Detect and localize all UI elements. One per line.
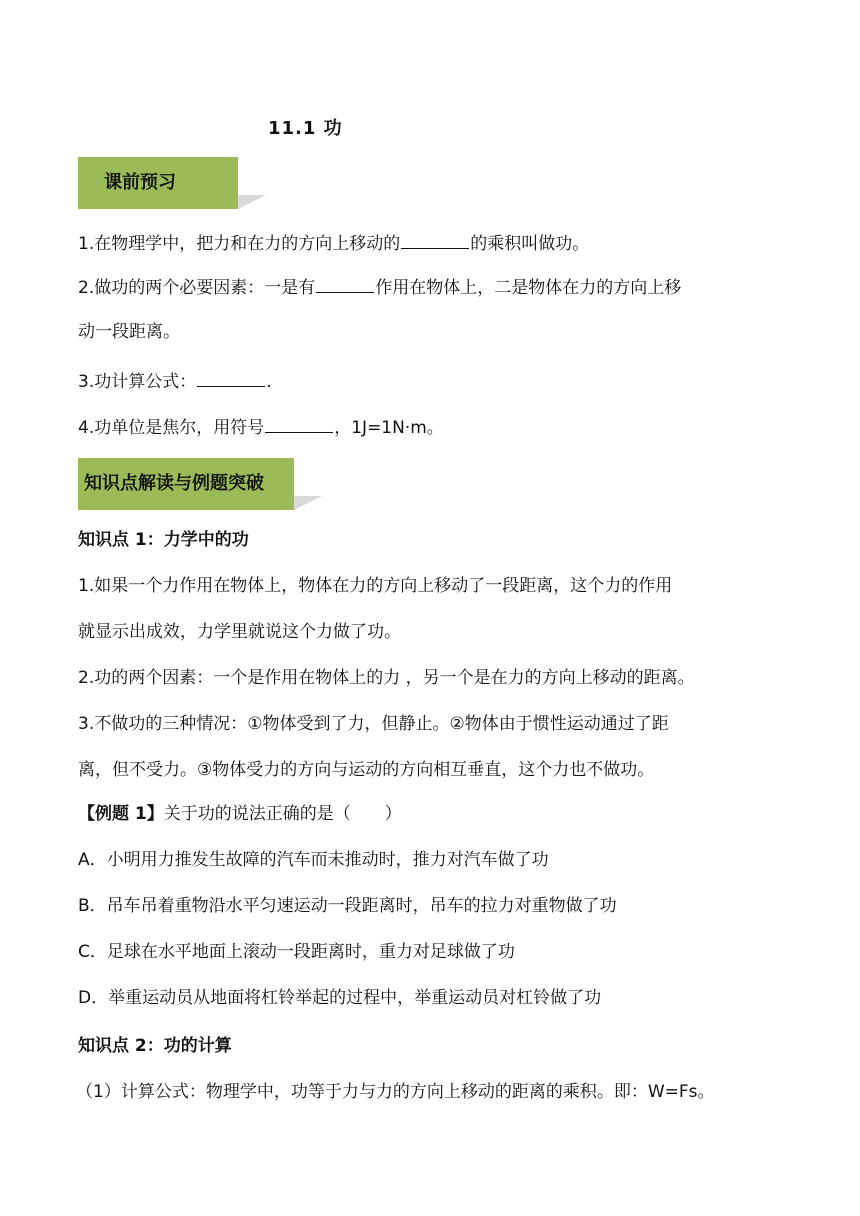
kp1-paragraph-1-line-1: 1.如果一个力作用在物体上，物体在力的方向上移动了一段距离，这个力的作用 — [78, 576, 673, 596]
kp1-paragraph-1-line-2: 就显示出成效，力学里就说这个力做了功。 — [78, 622, 401, 642]
question-text: 作用在物体上，二是物体在力的方向上移 — [375, 278, 682, 298]
kp2-paragraph-1: （1）计算公式：物理学中，功等于力与力的方向上移动的距离的乘积。即：W=Fs。 — [76, 1082, 715, 1102]
question-text: 的乘积叫做功。 — [470, 234, 590, 254]
kp1-paragraph-3-line-2: 离，但不受力。③物体受力的方向与运动的方向相互垂直，这个力也不做功。 — [78, 760, 655, 780]
example-option-c: C．足球在水平地面上滚动一段距离时，重力对足球做了功 — [78, 942, 515, 962]
section-header-preview — [78, 157, 264, 209]
question-text: 2.做功的两个必要因素：一是有 — [78, 278, 316, 298]
preview-question-1 — [78, 230, 589, 256]
example-option-b: B．吊车吊着重物沿水平匀速运动一段距离时，吊车的拉力对重物做了功 — [78, 896, 617, 916]
section-header-knowledge — [78, 458, 322, 510]
section-header-shadow — [238, 157, 268, 209]
question-text: 3.功计算公式： — [78, 372, 197, 392]
preview-question-3 — [78, 368, 272, 394]
kp1-heading: 知识点 1：力学中的功 — [78, 530, 249, 550]
answer-blank — [401, 230, 469, 249]
kp1-paragraph-2: 2.功的两个因素：一个是作用在物体上的力 ，另一个是在力的方向上移动的距离。 — [78, 668, 695, 688]
example-option-d: D．举重运动员从地面将杠铃举起的过程中，举重运动员对杠铃做了功 — [78, 988, 602, 1008]
preview-question-4 — [78, 414, 444, 440]
page-title: 11.1 功 — [268, 118, 343, 139]
example-tag: 【例题 1】 — [78, 804, 164, 824]
preview-question-2 — [78, 274, 681, 300]
question-text: 4.功单位是焦尔，用符号 — [78, 418, 265, 438]
question-text: 1.在物理学中，把力和在力的方向上移动的 — [78, 234, 401, 254]
example-question: 关于功的说法正确的是（ ） — [163, 804, 402, 824]
section-label-knowledge: 知识点解读与例题突破 — [84, 473, 264, 494]
answer-blank — [265, 414, 333, 433]
preview-question-2-cont: 动一段距离。 — [78, 322, 180, 342]
example-1 — [78, 802, 402, 826]
kp2-heading: 知识点 2：功的计算 — [78, 1036, 232, 1056]
question-text: . — [266, 372, 272, 392]
kp1-paragraph-3-line-1: 3.不做功的三种情况：①物体受到了力，但静止。②物体由于惯性运动通过了距 — [78, 714, 669, 734]
section-label-preview: 课前预习 — [104, 172, 176, 193]
answer-blank — [197, 368, 265, 387]
example-option-a: A．小明用力推发生故障的汽车而未推动时，推力对汽车做了功 — [78, 850, 549, 870]
answer-blank — [316, 274, 374, 293]
section-header-shadow — [294, 458, 324, 510]
question-text: ，1J=1N·m。 — [334, 418, 444, 438]
